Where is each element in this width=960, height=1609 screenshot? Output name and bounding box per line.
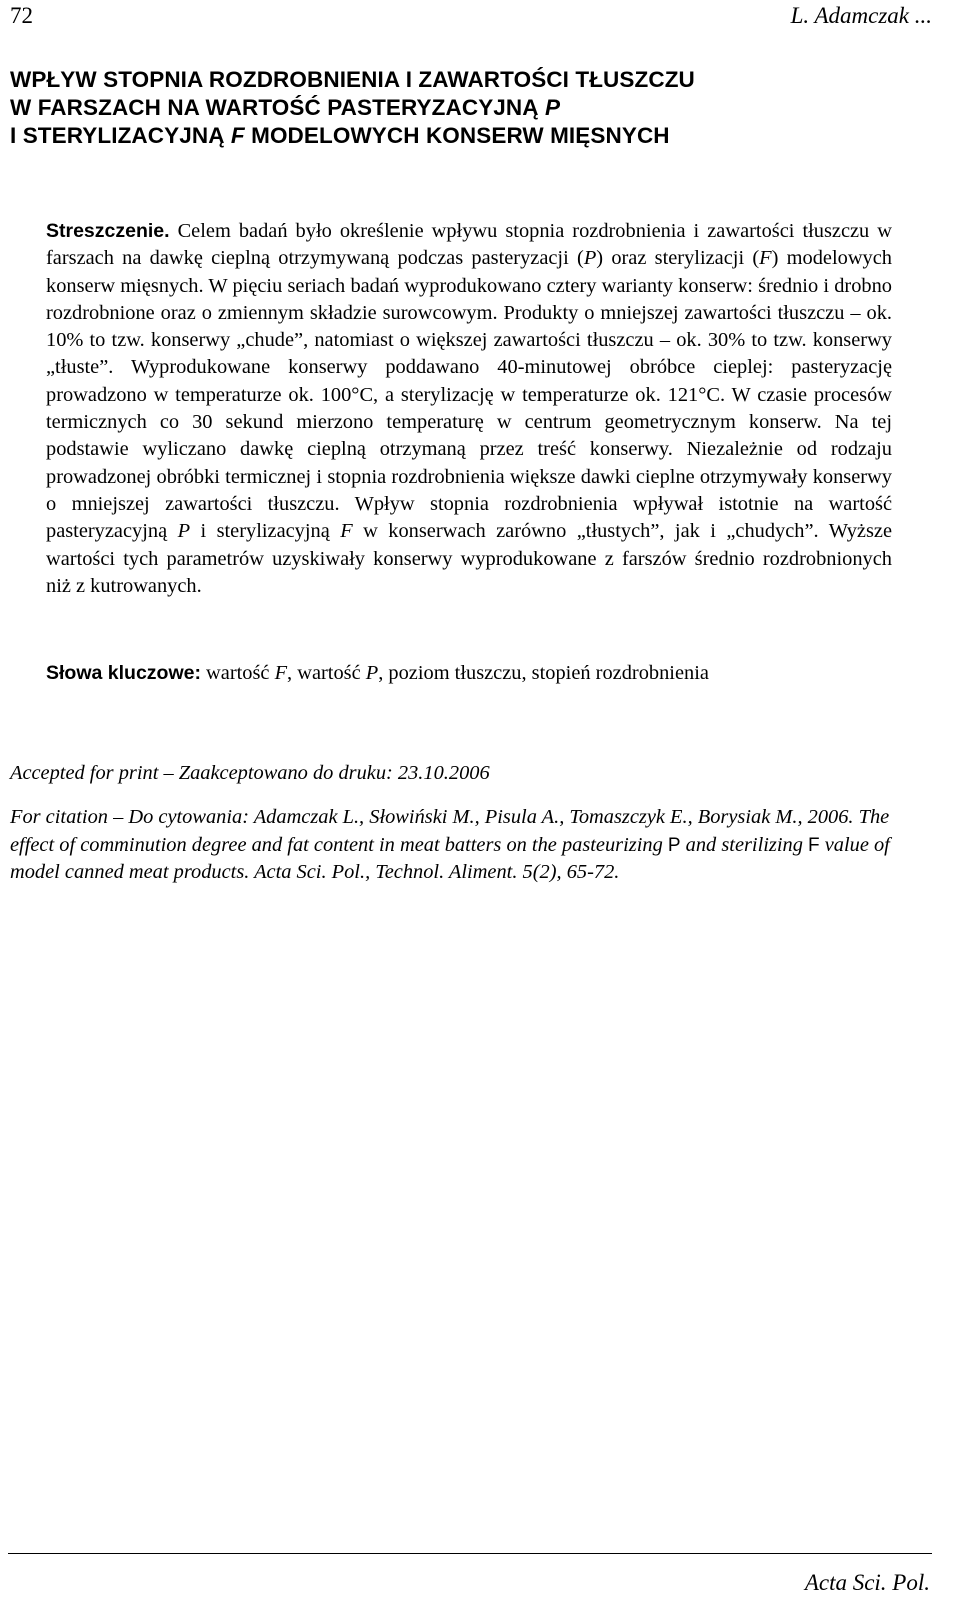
- abstract-symbol-p: P: [583, 247, 597, 270]
- abstract-text-5: w konserwach zarówno „tłustych”, jak i „chudych”. Wyższe wartości tych parametrów uzyskiwały konserwy wyprodukowane z farszów średnio rozdrobnionych niż z kutrowanych.: [46, 520, 892, 597]
- abstract-text-1: Celem badań było określenie wpływu stopnia rozdrobnienia i zawartości tłuszczu w farszach na dawkę cieplną otrzymywaną podczas pasteryzacji (: [46, 220, 892, 270]
- citation-text-3: value of model canned meat products. Acta Sci. Pol., Technol. Aliment. 5(2), 65-72.: [10, 833, 890, 883]
- keywords-symbol-f: F: [274, 662, 288, 684]
- abstract-text-4: i sterylizacyjną: [190, 520, 341, 543]
- keywords: [46, 660, 906, 687]
- title-line-3-text: I STERYLIZACYJNĄ: [10, 123, 231, 148]
- citation-text-2: and sterilizing: [680, 833, 809, 856]
- title-line-1: [10, 66, 930, 94]
- title-line-1-text: WPŁYW STOPNIA ROZDROBNIENIA I ZAWARTOŚCI TŁUSZCZU: [10, 67, 695, 92]
- keywords-symbol-p: P: [365, 662, 379, 684]
- title-symbol-p: P: [544, 95, 561, 120]
- keywords-text-1: wartość: [200, 662, 275, 684]
- citation-text-1: For citation – Do cytowania: Adamczak L., Słowiński M., Pisula A., Tomaszczyk E., Borysiak M., 2006. The effect of comminution degree and fat content in meat batters on the pasteurizing: [10, 806, 890, 856]
- abstract-symbol-f: F: [759, 247, 772, 270]
- accepted-date: Accepted for print – Zaakceptowano do druku: 23.10.2006: [10, 762, 490, 784]
- citation-symbol-f: F: [808, 834, 820, 856]
- title-line-2: [10, 94, 930, 122]
- title-line-3: [10, 122, 930, 150]
- article-title: [10, 66, 930, 150]
- footer-journal: Acta Sci. Pol.: [804, 1570, 930, 1595]
- abstract-symbol-p-2: P: [177, 520, 191, 543]
- keywords-text-3: , poziom tłuszczu, stopień rozdrobnienia: [378, 662, 709, 684]
- abstract: [46, 218, 892, 600]
- running-head: L. Adamczak ...: [790, 3, 932, 28]
- citation-symbol-p: P: [667, 834, 681, 856]
- footer-divider: [8, 1553, 932, 1554]
- page-number: 72: [10, 3, 33, 28]
- abstract-label: Streszczenie.: [46, 220, 170, 242]
- keywords-text-2: , wartość: [287, 662, 366, 684]
- title-line-3-tail: MODELOWYCH KONSERW MIĘSNYCH: [244, 123, 670, 148]
- abstract-symbol-f-2: F: [340, 520, 353, 543]
- citation: [10, 804, 935, 887]
- title-symbol-f: F: [230, 123, 245, 148]
- title-line-2-text: W FARSZACH NA WARTOŚĆ PASTERYZACYJNĄ: [10, 95, 545, 120]
- keywords-label: Słowa kluczowe:: [46, 662, 201, 684]
- abstract-text-3: ) modelowych konserw mięsnych. W pięciu seriach badań wyprodukowano cztery warianty konserw: średnio i drobno rozdrobnione oraz o zmiennym składzie surowcowym. Produkty o mniejszej zawartości tłuszczu – ok. 10% to tzw. konserwy „chude”, natomiast o większej zawartości tłuszczu – ok. 30% to tzw. konserwy „tłuste”. Wyprodukowane konserwy poddawano 40-minutowej obróbce cieplej: pasteryzację prowadzono w temperaturze ok. 100°C, a sterylizację w temperaturze ok. 121°C. W czasie procesów termicznych co 30 sekund mierzono temperaturę w centrum geometrycznym konserw. Na tej podstawie wyliczano dawkę cieplną otrzymaną przez treść konserwy. Niezależnie od rodzaju prowadzonej obróbki termicznej i stopnia rozdrobnienia większe dawki cieplne otrzymywały konserwy o mniejszej zawartości tłuszczu. Wpływ stopnia rozdrobnienia wpływał istotnie na wartość pasteryzacyjną: [46, 247, 892, 543]
- abstract-text-2: ) oraz sterylizacji (: [596, 247, 760, 270]
